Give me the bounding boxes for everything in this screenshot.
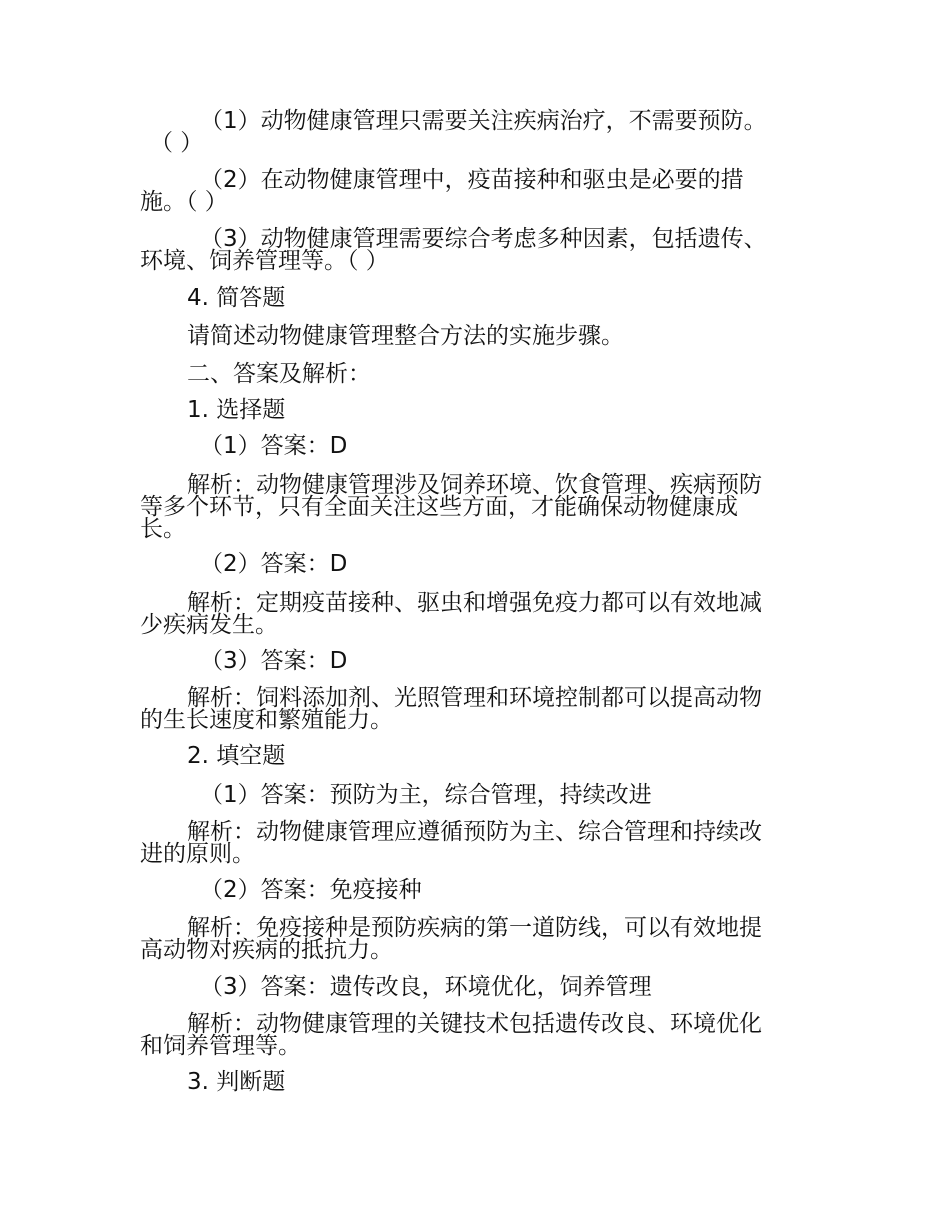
choice-2-answer: （2）答案：D: [200, 551, 348, 577]
choice-2-analysis-continuation: 少疾病发生。: [140, 612, 278, 638]
choice-3-analysis: 解析：饲料添加剂、光照管理和环境控制都可以提高动物: [187, 685, 762, 711]
judgment-item-2-continuation: 施。（ ）: [140, 189, 228, 215]
fill-heading: 2. 填空题: [187, 743, 286, 769]
choice-heading: 1. 选择题: [187, 397, 286, 423]
fill-2-answer: （2）答案：免疫接种: [200, 877, 422, 903]
choice-3-answer: （3）答案：D: [200, 648, 348, 674]
answers-heading: 二、答案及解析：: [187, 361, 371, 387]
judgment-item-2-text: （2）在动物健康管理中，疫苗接种和驱虫是必要的措: [200, 167, 744, 193]
fill-3-answer: （3）答案：遗传改良，环境优化，饲养管理: [200, 974, 652, 1000]
fill-1-analysis: 解析：动物健康管理应遵循预防为主、综合管理和持续改: [187, 819, 762, 845]
judgment-item-1-text: （1）动物健康管理只需要关注疾病治疗，不需要预防。: [200, 108, 767, 134]
choice-1-answer: （1）答案：D: [200, 433, 348, 459]
fill-3-analysis-continuation: 和饲养管理等。: [140, 1033, 301, 1059]
choice-2-analysis: 解析：定期疫苗接种、驱虫和增强免疫力都可以有效地减: [187, 590, 762, 616]
choice-3-analysis-continuation: 的生长速度和繁殖能力。: [140, 707, 393, 733]
judgment-item-1-blank: （ ）: [150, 130, 204, 156]
fill-3-analysis: 解析：动物健康管理的关键技术包括遗传改良、环境优化: [187, 1011, 762, 1037]
short-answer-heading: 4. 简答题: [187, 285, 286, 311]
fill-2-analysis-continuation: 高动物对疾病的抵抗力。: [140, 937, 393, 963]
fill-2-analysis: 解析：免疫接种是预防疾病的第一道防线，可以有效地提: [187, 915, 762, 941]
fill-1-answer: （1）答案：预防为主，综合管理，持续改进: [200, 782, 652, 808]
judgment-heading: 3. 判断题: [187, 1069, 286, 1095]
fill-1-analysis-continuation: 进的原则。: [140, 841, 255, 867]
short-answer-question: 请简述动物健康管理整合方法的实施步骤。: [187, 323, 624, 349]
choice-1-analysis-continuation: 等多个环节，只有全面关注这些方面，才能确保动物健康成: [140, 494, 738, 520]
choice-1-analysis-continuation: 长。: [140, 516, 186, 542]
judgment-item-3-continuation: 环境、饲养管理等。（ ）: [140, 248, 389, 274]
choice-1-analysis: 解析：动物健康管理涉及饲养环境、饮食管理、疾病预防: [187, 472, 762, 498]
judgment-item-3-text: （3）动物健康管理需要综合考虑多种因素，包括遗传、: [200, 226, 767, 252]
